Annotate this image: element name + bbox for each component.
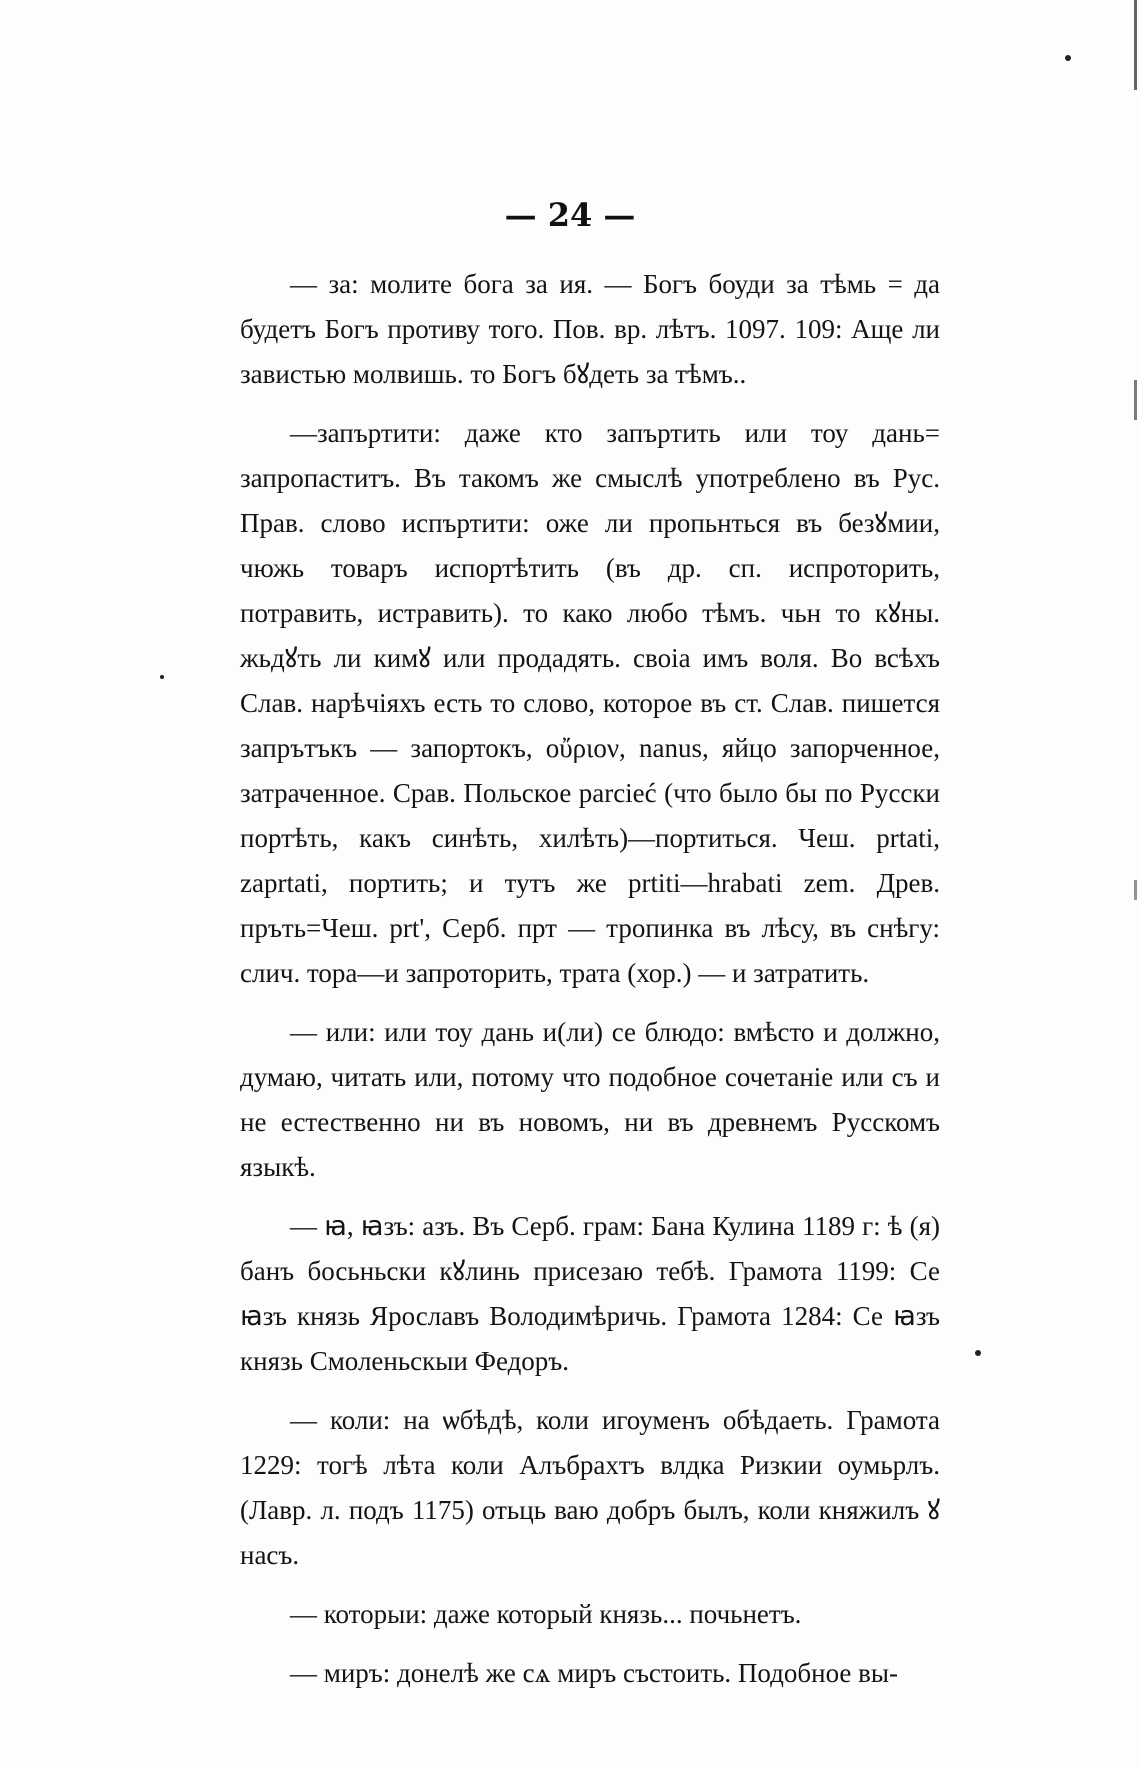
page-edge-shadow (1134, 0, 1137, 1767)
entry-kotoryi: — которыи: даже который князь... почьнетъ. (290, 1599, 802, 1629)
entry-za: — за: молите бога за ия. — Богъ боуди за тѣмь = да будетъ Богъ противу того. Пов. вр. лѣтъ. 1097. 109: Аще ли завистью молвишь. то Богъ бꙋдеть за тѣмъ.. (240, 269, 940, 389)
ink-speck (160, 675, 164, 679)
body-text (240, 262, 940, 1710)
entry-koli: — коли: на ѡбѣдѣ, коли игоуменъ обѣдаеть. Грамота 1229: тогѣ лѣта коли Алъбраxтъ влдка Ризкии оумьрлъ. (Лавр. л. подъ 1175) отьць ваю добръ былъ, коли княжилъ ꙋ насъ. (240, 1405, 940, 1570)
ink-speck (975, 1350, 981, 1356)
ink-speck (1065, 55, 1071, 61)
entry-ili: — или: или тоу дань и(ли) се блюдо: вмѣсто и должно, думаю, читать или, потому что подобное сочетаніе или съ и не естественно ни въ новомъ, ни въ древнемъ Русскомъ языкѣ. (240, 1017, 940, 1182)
entry-az: — ꙗ, ꙗзъ: азъ. Въ Серб. грам: Бана Кулина 1189 г: ѣ (я) банъ босьньски кꙋлинь присезаю тебѣ. Грамота 1199: Се ꙗзъ князь Ярославъ Володимѣричь. Грамота 1284: Се ꙗзъ князь Смоленьскыи Федоръ. (240, 1211, 940, 1376)
page-number: — 24 — (504, 196, 636, 234)
entry-mir: — миръ: донелѣ же сѧ миръ състоить. Подобное вы- (290, 1658, 899, 1688)
entry-zaprtiti: —запъртити: даже кто запъртить или тоу дань= запропаститъ. Въ такомъ же смыслѣ употреблено въ Рус. Прав. слово испъртити: оже ли пропьнться въ безꙋмии, чюжь товаръ испортѣтить (въ др. сп. испроторить, потравить, истравить). то како любо тѣмъ. чьн то кꙋны. жьдꙋть ли кимꙋ или продадять. своiа имъ воля. Во всѣхъ Слав. нарѣчіяхъ есть то слово, которое въ ст. Слав. пишется запрътъкъ — запортокъ, οὔριον, nanus, яйцо запорченное, затраченное. Срав. Польское parcieć (что было бы по Русски портѣть, какъ синѣть, хилѣть)—портиться. Чеш. prtati, zaprtati, портить; и тутъ же prtiti—hrabati zem. Древ. пръть=Чеш. prt', Серб. прт — тропинка въ лѣсу, въ снѣгу: слич. тора—и запроторить, трата (хор.) — и затратить. (240, 418, 940, 988)
